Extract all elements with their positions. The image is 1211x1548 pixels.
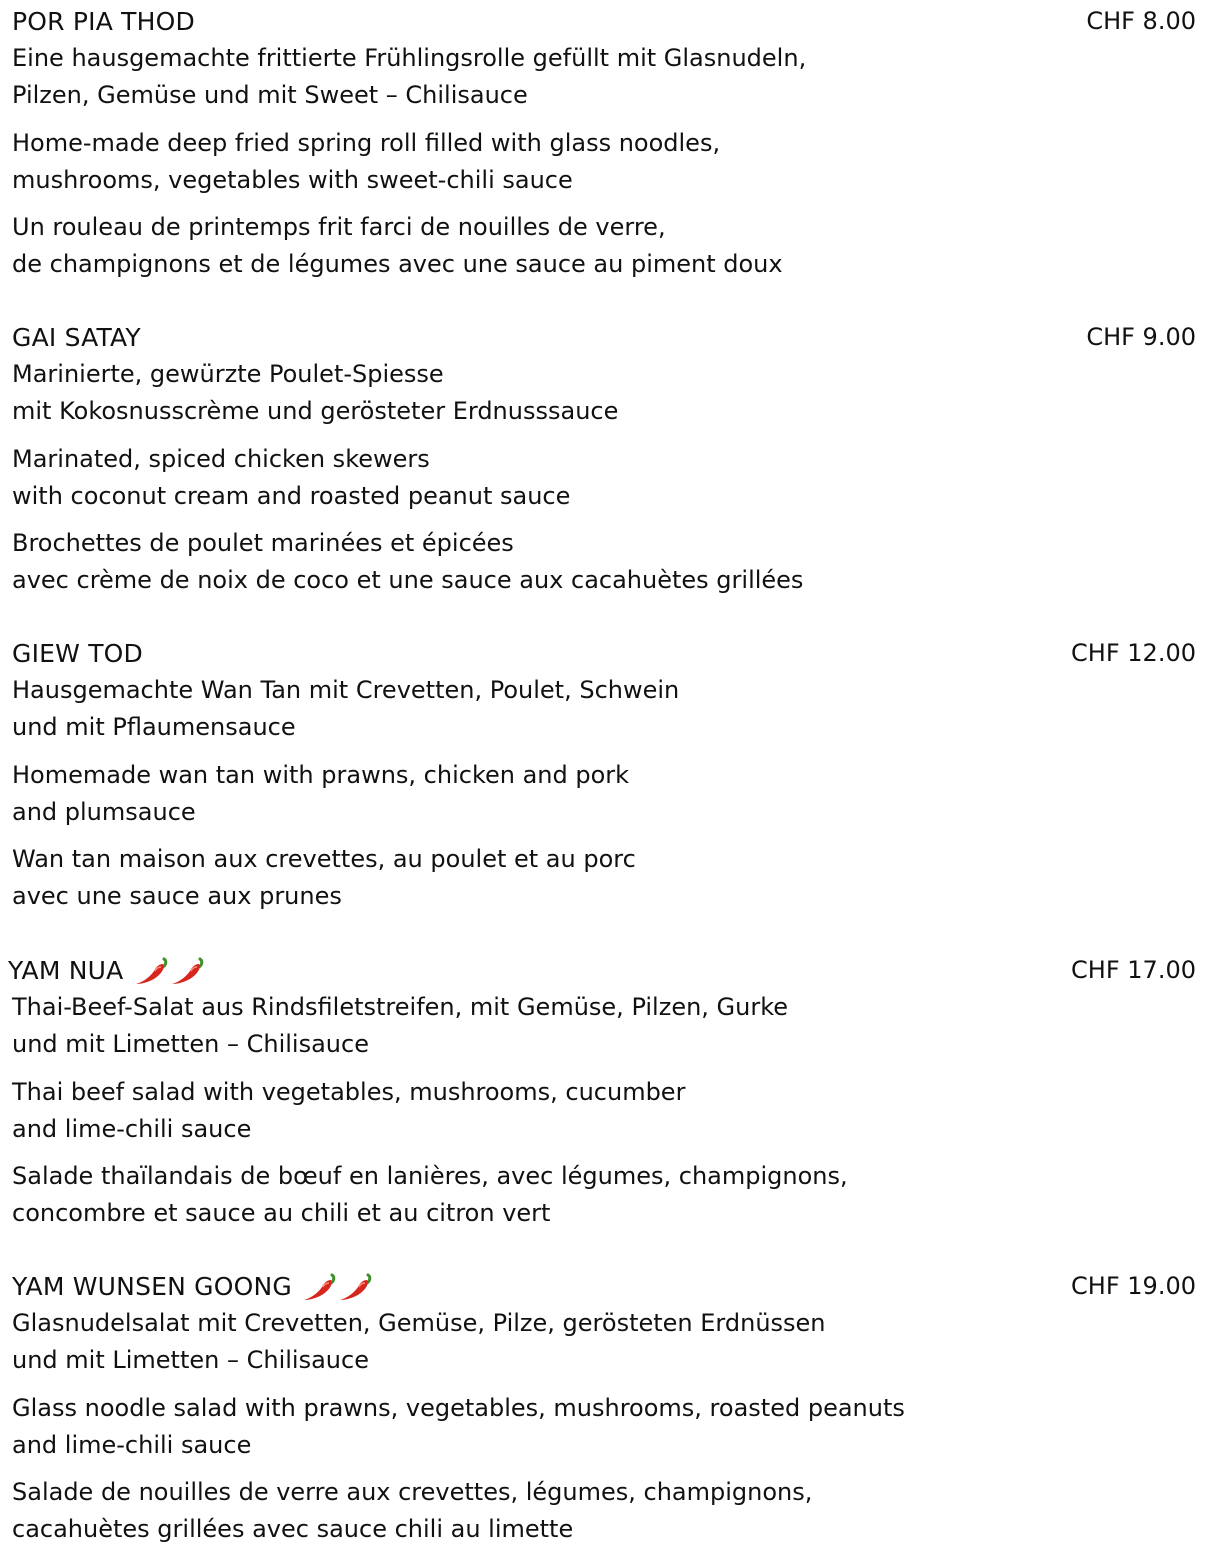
dish-price: CHF 8.00 [1086,7,1196,35]
dish-name: GIEW TOD [12,639,144,668]
dish-price: CHF 12.00 [1071,639,1196,667]
dish-price: CHF 9.00 [1086,323,1196,351]
dish-price: CHF 17.00 [1071,956,1196,984]
chili-pepper-icon [170,956,204,986]
description-german: Glasnudelsalat mit Crevetten, Gemüse, Pilze, gerösteten Erdnüssen und mit Limetten – Chilisauce [12,1309,826,1374]
description-french: Salade de nouilles de verre aux crevettes, légumes, champignons, cacahuètes grillées avec sauce chili au limette [12,1478,813,1543]
chili-pepper-icon [134,956,168,986]
description-english: Marinated, spiced chicken skewers with coconut cream and roasted peanut sauce [12,445,571,510]
description-english: Glass noodle salad with prawns, vegetables, mushrooms, roasted peanuts and lime-chili sauce [12,1394,905,1459]
description-german: Eine hausgemachte frittierte Frühlingsrolle gefüllt mit Glasnudeln, Pilzen, Gemüse und mit Sweet – Chilisauce [12,44,807,109]
description-german: Hausgemachte Wan Tan mit Crevetten, Poulet, Schwein und mit Pflaumensauce [12,676,680,741]
description-french: Salade thaïlandais de bœuf en lanières, avec légumes, champignons, concombre et sauce au chili et au citron vert [12,1162,848,1227]
chili-pepper-icon [338,1272,372,1302]
description-french: Brochettes de poulet marinées et épicées avec crème de noix de coco et une sauce aux cacahuètes grillées [12,529,804,594]
description-german: Thai-Beef-Salat aus Rindsfiletstreifen, mit Gemüse, Pilzen, Gurke und mit Limetten – Chilisauce [12,993,789,1058]
description-english: Home-made deep fried spring roll filled with glass noodles, mushrooms, vegetables with sweet-chili sauce [12,129,721,194]
description-english: Homemade wan tan with prawns, chicken and pork and plumsauce [12,761,630,826]
description-english: Thai beef salad with vegetables, mushrooms, cucumber and lime-chili sauce [12,1078,686,1143]
dish-price: CHF 19.00 [1071,1272,1196,1300]
dish-name: YAM WUNSEN GOONG [12,1268,372,1305]
dish-name: GAI SATAY [12,323,141,352]
description-german: Marinierte, gewürzte Poulet-Spiesse mit Kokosnusscrème und gerösteter Erdnusssauce [12,360,619,425]
chili-pepper-icon [302,1272,336,1302]
description-french: Un rouleau de printemps frit farci de nouilles de verre, de champignons et de légumes avec une sauce au piment doux [12,213,783,278]
dish-name: POR PIA THOD [12,7,195,36]
description-french: Wan tan maison aux crevettes, au poulet et au porc avec une sauce aux prunes [12,845,636,910]
dish-name: YAM NUA [8,952,204,989]
